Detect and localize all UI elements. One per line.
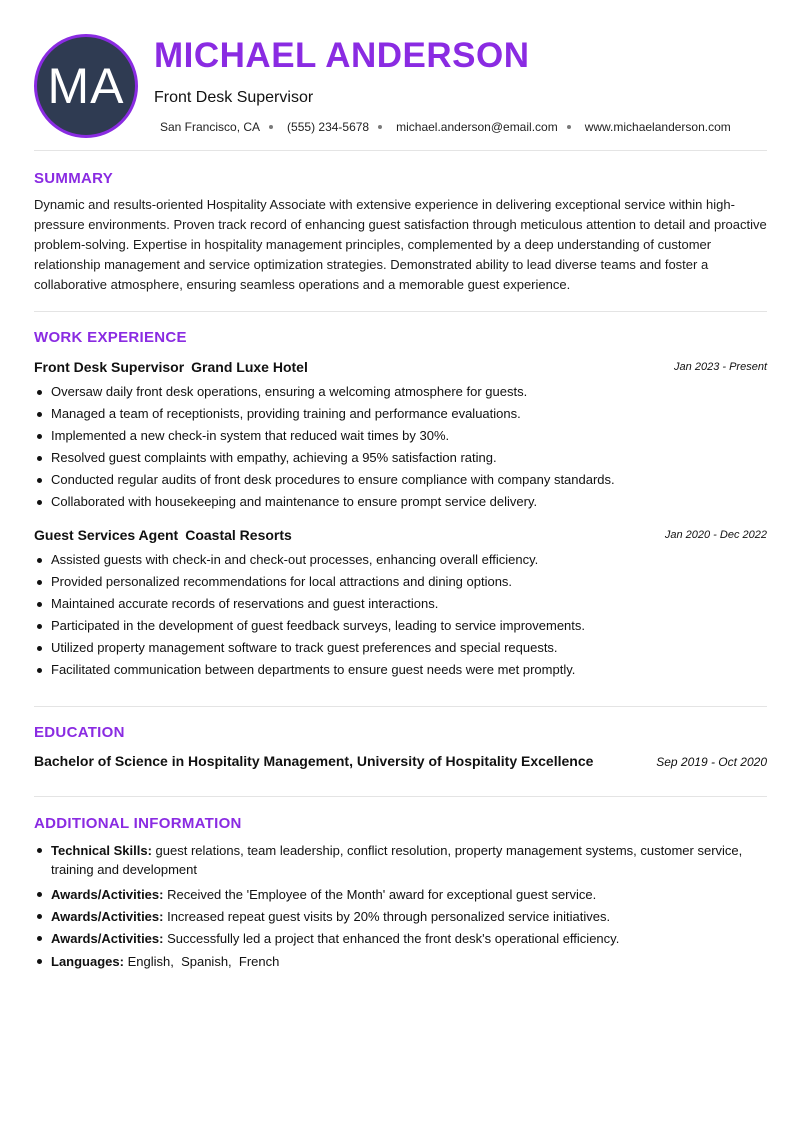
separator-dot-icon bbox=[378, 125, 382, 129]
work-experience-heading: WORK EXPERIENCE bbox=[34, 329, 187, 346]
job-company: Grand Luxe Hotel bbox=[191, 359, 308, 375]
separator-dot-icon bbox=[567, 125, 571, 129]
job-role: Front Desk Supervisor bbox=[34, 359, 185, 375]
education-heading: EDUCATION bbox=[34, 724, 125, 741]
avatar-initials: MA bbox=[47, 58, 125, 114]
list-item: Maintained accurate records of reservations and guest interactions. bbox=[34, 594, 767, 616]
info-label: Awards/Activities: bbox=[51, 887, 164, 902]
degree-title: Bachelor of Science in Hospitality Management, University of Hospitality Excellence bbox=[34, 753, 594, 769]
list-item bbox=[34, 907, 767, 926]
list-item: Participated in the development of guest feedback surveys, leading to service improvements. bbox=[34, 616, 767, 638]
info-label: Technical Skills: bbox=[51, 843, 152, 858]
candidate-name: MICHAEL ANDERSON bbox=[154, 36, 530, 75]
divider bbox=[34, 311, 767, 312]
summary-text: Dynamic and results-oriented Hospitality Associate with extensive experience in delivering exceptional service within high-pressure environments. Proven track record of enhancing guest satisfaction through meticulous attention to detail and proactive problem-solving. Expertise in hospitality management principles, complemented by a deep understanding of customer relationship management and service optimization strategies. Demonstrated ability to lead diverse teams and foster a collaborative atmosphere, ensuring seamless operations and a memorable guest experience. bbox=[34, 197, 767, 292]
list-item: Managed a team of receptionists, providing training and performance evaluations. bbox=[34, 404, 767, 426]
contact-location: San Francisco, CA bbox=[160, 120, 261, 134]
job-bullets bbox=[34, 382, 767, 514]
summary-heading: SUMMARY bbox=[34, 170, 114, 187]
avatar bbox=[34, 34, 138, 138]
contact-website[interactable]: www.michaelanderson.com bbox=[584, 120, 731, 134]
job-bullets bbox=[34, 550, 767, 682]
list-item: Conducted regular audits of front desk procedures to ensure compliance with company standards. bbox=[34, 470, 767, 492]
list-item: Assisted guests with check-in and check-out processes, enhancing overall efficiency. bbox=[34, 550, 767, 572]
job-dates: Jan 2023 - Present bbox=[674, 361, 767, 373]
info-text: Successfully led a project that enhanced the front desk's operational efficiency. bbox=[167, 931, 620, 946]
list-item: Oversaw daily front desk operations, ensuring a welcoming atmosphere for guests. bbox=[34, 382, 767, 404]
list-item: Implemented a new check-in system that reduced wait times by 30%. bbox=[34, 426, 767, 448]
job-company: Coastal Resorts bbox=[185, 527, 292, 543]
education-entry bbox=[34, 753, 767, 771]
separator-dot-icon bbox=[269, 125, 273, 129]
info-text: guest relations, team leadership, conflict resolution, property management systems, customer service, training and development bbox=[51, 843, 743, 877]
job-header bbox=[34, 527, 767, 545]
list-item: Collaborated with housekeeping and maintenance to ensure prompt service delivery. bbox=[34, 492, 767, 514]
divider bbox=[34, 706, 767, 707]
info-label: Languages: bbox=[51, 954, 124, 969]
list-item: Utilized property management software to track guest preferences and special requests. bbox=[34, 638, 767, 660]
list-item: Resolved guest complaints with empathy, achieving a 95% satisfaction rating. bbox=[34, 448, 767, 470]
job-title bbox=[34, 359, 308, 375]
job-header bbox=[34, 359, 767, 377]
list-item bbox=[34, 841, 767, 879]
job-role: Guest Services Agent bbox=[34, 527, 179, 543]
divider bbox=[34, 150, 767, 151]
additional-info-heading: ADDITIONAL INFORMATION bbox=[34, 815, 242, 832]
list-item: Provided personalized recommendations for local attractions and dining options. bbox=[34, 572, 767, 594]
candidate-role: Front Desk Supervisor bbox=[154, 89, 314, 106]
additional-info-list bbox=[34, 841, 767, 974]
info-text: Increased repeat guest visits by 20% through personalized service initiatives. bbox=[167, 909, 611, 924]
contact-bar bbox=[160, 120, 731, 134]
list-item bbox=[34, 952, 767, 971]
info-label: Awards/Activities: bbox=[51, 909, 164, 924]
job-dates: Jan 2020 - Dec 2022 bbox=[664, 529, 767, 541]
education-dates: Sep 2019 - Oct 2020 bbox=[656, 755, 767, 769]
list-item bbox=[34, 929, 767, 948]
divider bbox=[34, 796, 767, 797]
job-title bbox=[34, 527, 292, 543]
list-item: Facilitated communication between departments to ensure guest needs were met promptly. bbox=[34, 660, 767, 682]
info-text: English, Spanish, French bbox=[127, 954, 280, 969]
contact-phone: (555) 234-5678 bbox=[287, 120, 370, 134]
list-item bbox=[34, 885, 767, 904]
info-text: Received the 'Employee of the Month' award for exceptional guest service. bbox=[167, 887, 597, 902]
info-label: Awards/Activities: bbox=[51, 931, 164, 946]
contact-email[interactable]: michael.anderson@email.com bbox=[396, 120, 558, 134]
